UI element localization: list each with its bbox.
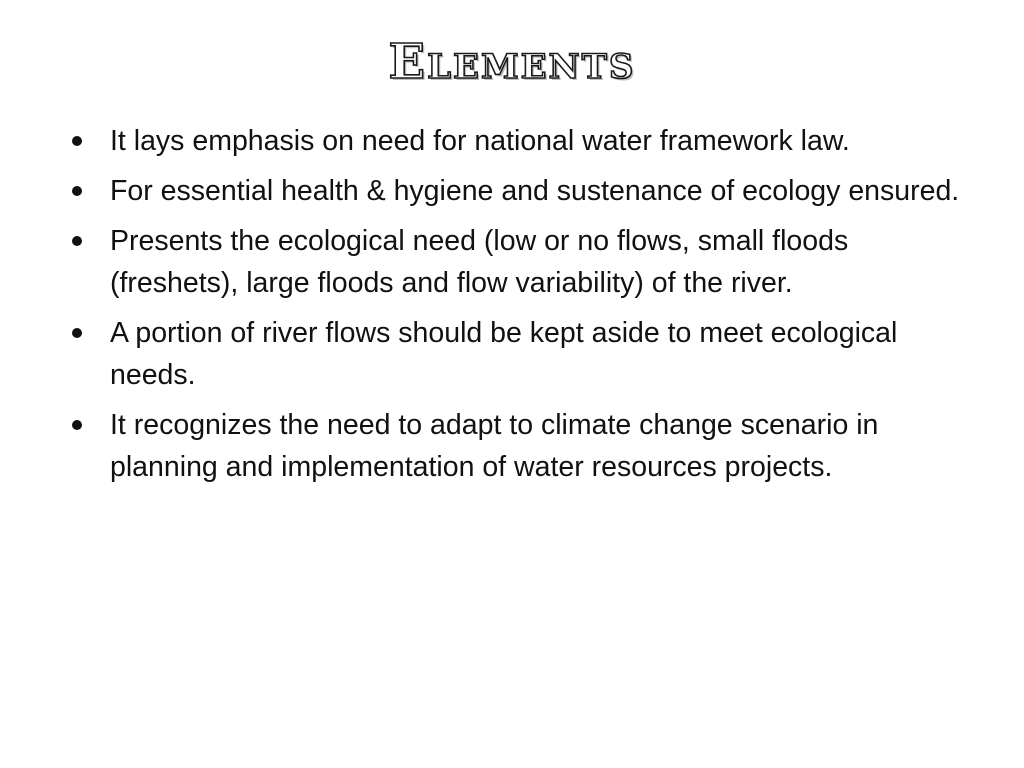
bullet-item [72, 404, 972, 488]
bullet-item [72, 120, 972, 162]
bullet-text: For essential health & hygiene and sustenance of ecology ensured. [110, 175, 960, 207]
slide-title: Elements [388, 34, 636, 90]
bullet-text: It lays emphasis on need for national water framework law. [110, 125, 850, 157]
bullet-text: It recognizes the need to adapt to climate change scenario in planning and implementation of water resources projects. [110, 409, 879, 483]
bullet-dot-icon [72, 420, 82, 430]
bullet-item [72, 220, 972, 304]
bullet-list [72, 120, 972, 496]
bullet-text: Presents the ecological need (low or no flows, small floods (freshets), large floods and flow variability) of the river. [110, 225, 849, 299]
bullet-item [72, 312, 972, 396]
bullet-dot-icon [72, 186, 82, 196]
bullet-text: A portion of river flows should be kept aside to meet ecological needs. [110, 317, 898, 391]
bullet-dot-icon [72, 328, 82, 338]
bullet-dot-icon [72, 236, 82, 246]
bullet-dot-icon [72, 136, 82, 146]
bullet-item [72, 170, 972, 212]
